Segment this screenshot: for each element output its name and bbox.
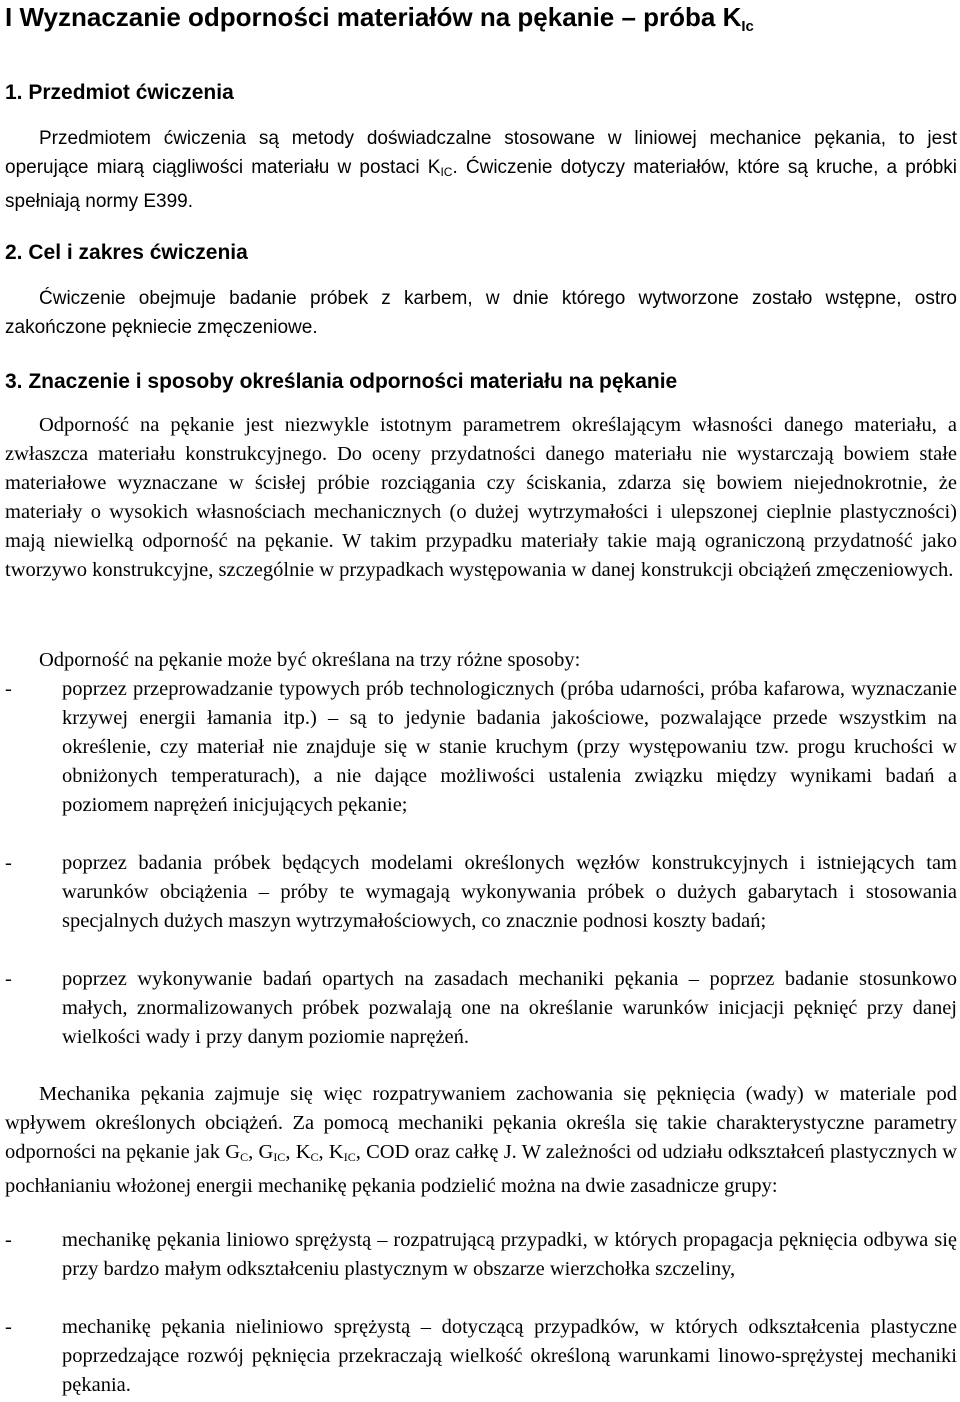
list-item-group-1: - mechanikę pękania liniowo sprężystą – rozpatrującą przypadki, w których propagacja pęknięcia odbywa się przy bardzo małym odkształceniu plastycznym w obszarze wierzchołka szczeliny, [5,1226,957,1284]
list-item-method-3: - poprzez wykonywanie badań opartych na zasadach mechaniki pękania – poprzez badanie stosunkowo małych, znormalizowanych próbek pozwalają one na określanie warunków inicjacji pęknięć przy danej wielkości wady i przy danym poziomie naprężeń. [5,965,957,1052]
list-dash: - [5,1229,12,1251]
section-2-heading: 2. Cel i zakres ćwiczenia [5,241,248,264]
section-2-paragraph: Ćwiczenie obejmuje badanie próbek z karbem, w dnie którego wytworzone zostało wstępne, ostro zakończone pękniecie zmęczeniowe. [5,288,957,338]
section-1-heading: 1. Przedmiot ćwiczenia [5,81,234,104]
list-item-method-2: - poprzez badania próbek będących modelami określonych węzłów konstrukcyjnych i istniejących tam warunków obciążenia – próby te wymagają wykonywania próbek o dużych gabarytach i stosowania specjalnych dużych maszyn wytrzymałościowych, co znacznie podnosi koszty badań; [5,849,957,936]
section-3-heading: 3. Znaczenie i sposoby określania odporności materiału na pękanie [5,370,678,393]
list-dash: - [5,1316,12,1338]
section-1-paragraph: Przedmiotem ćwiczenia są metody doświadczalne stosowane w liniowej mechanice pękania, to jest operujące miarą ciągliwości materiału w postaci $K_{IC}$. Ćwiczenie dotyczy materiałów, które są kruche, a próbki spełniają normy E399. [5,128,958,212]
list-item-method-1: - poprzez przeprowadzanie typowych prób technologicznych (próba udarności, próba kafarowa, wyznaczanie krzywej energii łamania itp.) – są to jedynie badania jakościowe, pozwalające przede wszystkim na określenie, czy materiał nie znajduje się w stanie kruchym (przy występowaniu tzw. progu kruchości w obniżonych temperaturach), a nie dające możliwości ustalenia związku między wynikami badań a poziomem naprężeń inicjujących pękanie; [5,675,957,820]
list-dash: - [5,678,12,700]
document-title: I Wyznaczanie odporności materiałów na pękanie – próba $K_{Ic}$ [5,2,754,35]
section-3-paragraph-2: Odporność na pękanie może być określana na trzy różne sposoby: [39,649,581,671]
list-dash: - [5,852,12,874]
list-dash: - [5,968,12,990]
list-item-group-2: - mechanikę pękania nieliniowo sprężystą – dotyczącą przypadków, w których odkształcenia plastyczne poprzedzające rozwój pęknięcia przekraczają wielkość określoną warunkami linowo-sprężystej mechaniki pękania. [5,1313,957,1400]
section-3-paragraph-1: Odporność na pękanie jest niezwykle istotnym parametrem określającym własności danego materiału, a zwłaszcza materiału konstrukcyjnego. Do oceny przydatności danego materiału nie wystarczają bowiem stałe materiałowe wyznaczane w ścisłej próbie rozciągania czy ściskania, zdarza się bowiem niejednokrotnie, że materiały o wysokich własnościach mechanicznych (o dużej wytrzymałości i ulepszonej cieplnie plastyczności) mają niewielką odporność na pękanie. W takim przypadku materiały takie mają ograniczoną przydatność jako tworzywo konstrukcyjne, szczególnie w przypadkach występowania w danej konstrukcji obciążeń zmęczeniowych. [5,414,957,581]
section-3-paragraph-3: Mechanika pękania zajmuje się więc rozpatrywaniem zachowania się pęknięcia (wady) w materiale pod wpływem określonych obciążeń. Za pomocą mechaniki pękania określa się takie charakterystyczne parametry odporności na pękanie jak $G_C$, $G_{IC}$, $K_C$, $K_{IC}$, COD oraz całkę J. W zależności od udziału odkształceń plastycznych w pochłanianiu włożonej energii mechanikę pękania podzielić można na dwie zasadnicze grupy: [5,1083,958,1197]
